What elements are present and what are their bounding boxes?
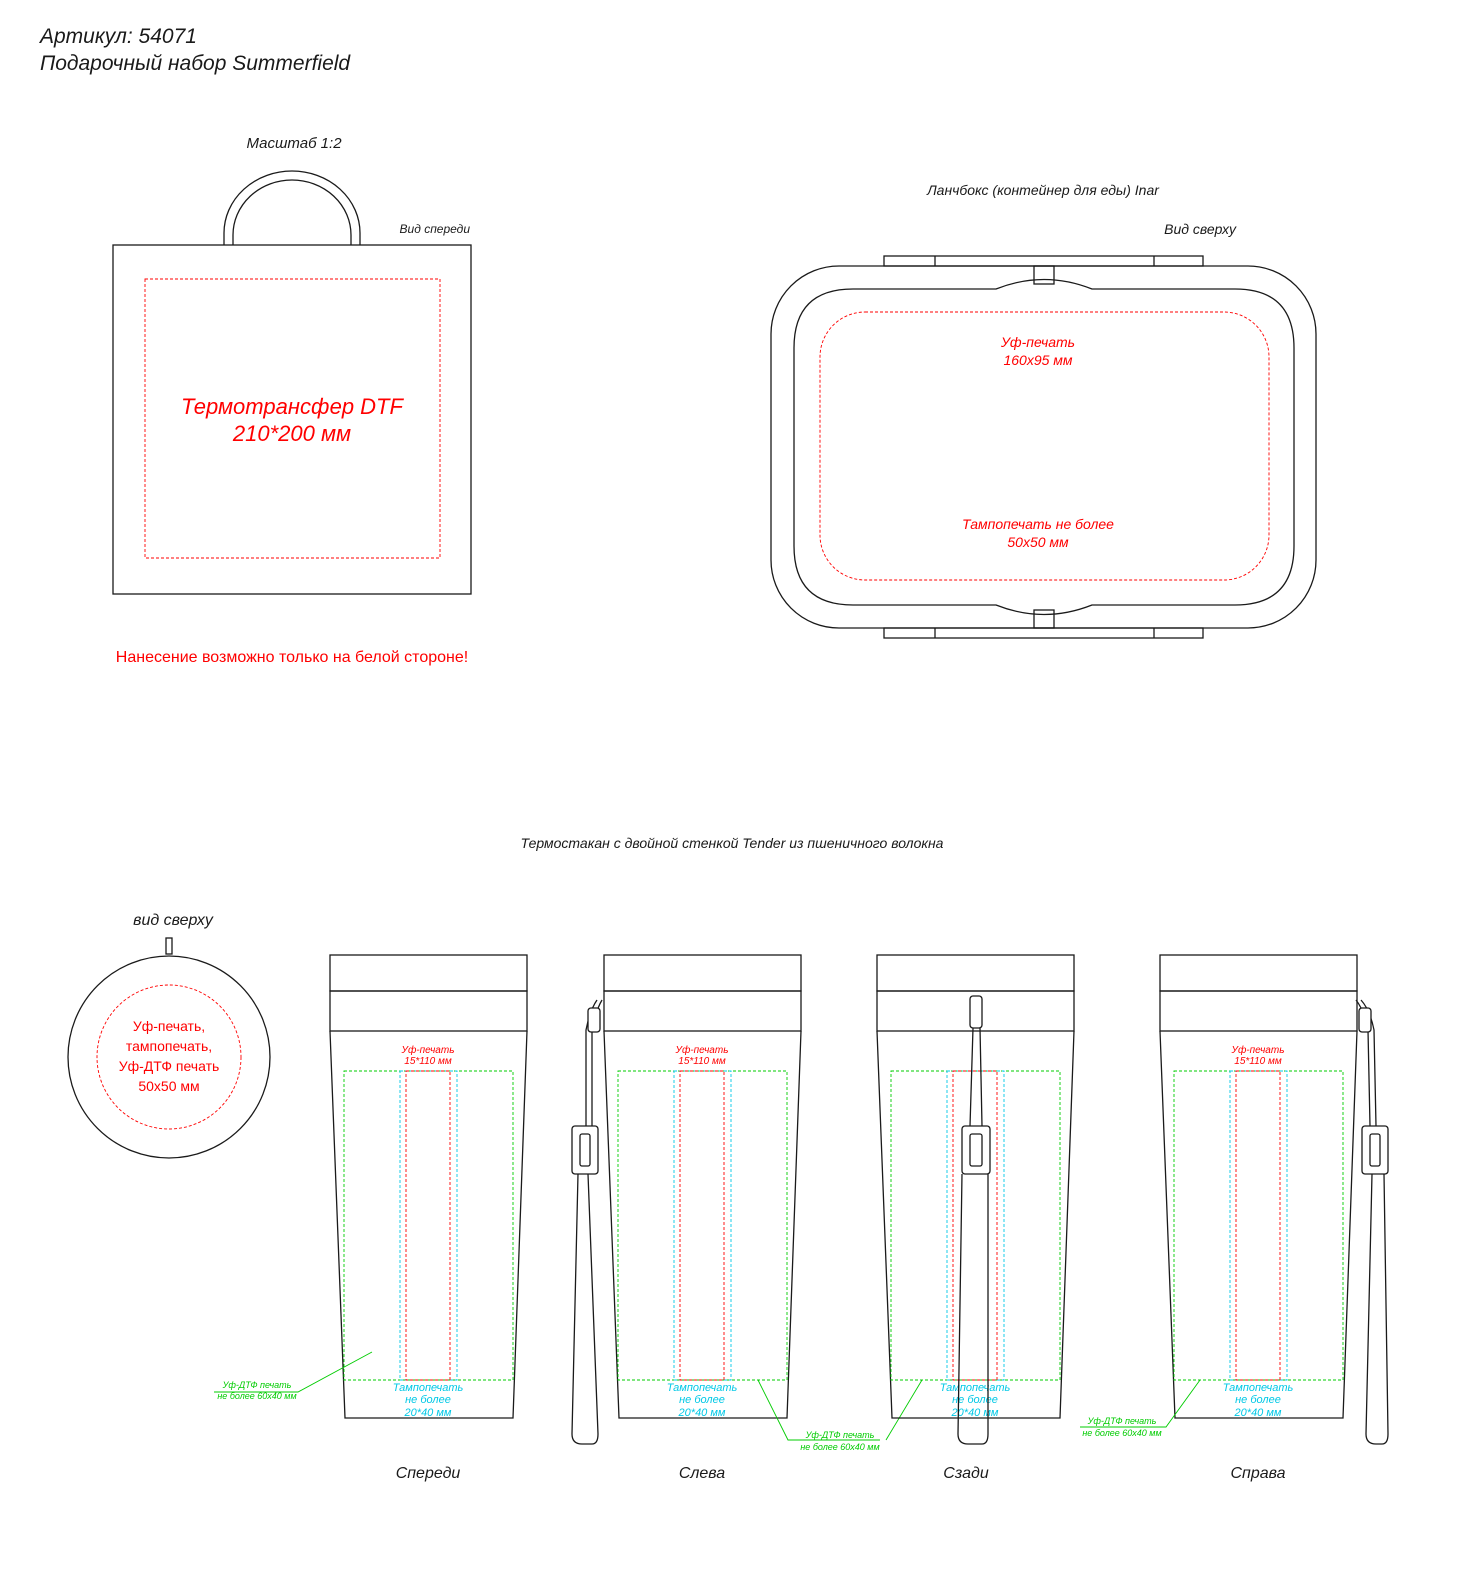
dtf-label: Уф-ДТФ печать bbox=[805, 1430, 875, 1440]
lunchbox-view-label: Вид сверху bbox=[1164, 221, 1236, 237]
tumbler-back bbox=[877, 955, 1074, 1482]
pad-area bbox=[400, 1071, 457, 1380]
strap-clip bbox=[588, 1008, 600, 1032]
top-view-circle bbox=[68, 956, 270, 1158]
view-label-left: Слева bbox=[678, 1465, 726, 1482]
lunchbox-outer bbox=[771, 266, 1316, 628]
view-label-back: Сзади bbox=[943, 1465, 989, 1482]
lunchbox-pad-label: Тампопечать не более bbox=[962, 516, 1114, 532]
bag-body bbox=[113, 245, 471, 594]
tumbler-title: Термостакан с двойной стенкой Tender из пшеничного волокна bbox=[520, 835, 944, 851]
view-label-front: Спереди bbox=[395, 1465, 461, 1482]
bag-print-note: Нанесение возможно только на белой стороне! bbox=[115, 649, 469, 666]
dtf-label: Уф-ДТФ печать bbox=[222, 1380, 292, 1390]
pad-label: Тампопечать bbox=[1222, 1382, 1294, 1394]
dtf-area bbox=[344, 1071, 513, 1380]
lunchbox-uv-label: Уф-печать bbox=[1000, 334, 1076, 350]
uv-size: 15*110 мм bbox=[404, 1056, 452, 1067]
tumbler-top-view bbox=[68, 912, 270, 1158]
pad-limit: не более bbox=[1235, 1394, 1281, 1406]
strap-buckle bbox=[572, 1126, 598, 1174]
pad-label: Тампопечать bbox=[392, 1382, 464, 1394]
pad-label: Тампопечать bbox=[666, 1382, 738, 1394]
dtf-size: не более 60х40 мм bbox=[217, 1391, 297, 1401]
lunchbox-uv-size: 160х95 мм bbox=[1003, 352, 1073, 368]
uv-label: Уф-печать bbox=[401, 1045, 455, 1056]
lunchbox-clip-bottom bbox=[884, 628, 1203, 638]
pad-size: 20*40 мм bbox=[951, 1407, 999, 1419]
top-print-line-1: Уф-печать, bbox=[132, 1018, 206, 1034]
pad-size: 20*40 мм bbox=[1234, 1407, 1282, 1419]
lunchbox-clip-top bbox=[884, 256, 1203, 266]
strap-clip bbox=[1359, 1008, 1371, 1032]
uv-size: 15*110 мм bbox=[678, 1056, 726, 1067]
lunchbox-drawing bbox=[771, 182, 1316, 638]
lunchbox-title: Ланчбокс (контейнер для еды) Inar bbox=[927, 182, 1159, 198]
pad-size: 20*40 мм bbox=[404, 1407, 452, 1419]
top-view-print-area bbox=[97, 985, 241, 1129]
pad-limit: не более bbox=[679, 1394, 725, 1406]
bag-print-size: 210*200 мм bbox=[232, 421, 352, 446]
uv-label: Уф-печать bbox=[1231, 1045, 1285, 1056]
dtf-label: Уф-ДТФ печать bbox=[1087, 1416, 1157, 1426]
uv-label: Уф-печать bbox=[675, 1045, 729, 1056]
uv-area bbox=[406, 1071, 450, 1380]
lunchbox-hinge-top bbox=[1034, 266, 1054, 284]
pad-limit: не более bbox=[952, 1394, 998, 1406]
bag-drawing bbox=[113, 135, 471, 666]
dtf-size: не более 60х40 мм bbox=[1082, 1428, 1162, 1438]
top-view-tab bbox=[166, 938, 172, 954]
scale-label: Масштаб 1:2 bbox=[246, 135, 342, 152]
view-label-right: Справа bbox=[1230, 1465, 1286, 1482]
top-print-line-4: 50х50 мм bbox=[138, 1078, 200, 1094]
pad-size: 20*40 мм bbox=[678, 1407, 726, 1419]
top-view-label: вид сверху bbox=[133, 912, 213, 929]
tumbler-left bbox=[572, 955, 922, 1482]
bag-handle bbox=[224, 171, 360, 245]
strap-buckle bbox=[962, 1126, 990, 1174]
lunchbox-hinge-bottom bbox=[1034, 610, 1054, 628]
strap-buckle bbox=[1362, 1126, 1388, 1174]
article-number: Артикул: 54071 bbox=[40, 25, 197, 48]
uv-size: 15*110 мм bbox=[1234, 1056, 1282, 1067]
bag-handle-inner bbox=[233, 180, 351, 245]
bag-print-method: Термотрансфер DTF bbox=[181, 394, 403, 419]
tumbler-front bbox=[214, 955, 527, 1482]
pad-label: Тампопечать bbox=[939, 1382, 1011, 1394]
strap-clip bbox=[970, 996, 982, 1028]
pad-limit: не более bbox=[405, 1394, 451, 1406]
lunchbox-lid bbox=[794, 280, 1294, 615]
dtf-size: не более 60х40 мм bbox=[800, 1442, 880, 1452]
product-name: Подарочный набор Summerfield bbox=[40, 52, 351, 75]
top-print-line-2: тампопечать, bbox=[125, 1038, 213, 1054]
top-print-line-3: Уф-ДТФ печать bbox=[118, 1058, 220, 1074]
bag-view-label: Вид спереди bbox=[399, 222, 470, 236]
tumbler-right bbox=[1080, 955, 1388, 1482]
lunchbox-pad-size: 50х50 мм bbox=[1007, 534, 1069, 550]
